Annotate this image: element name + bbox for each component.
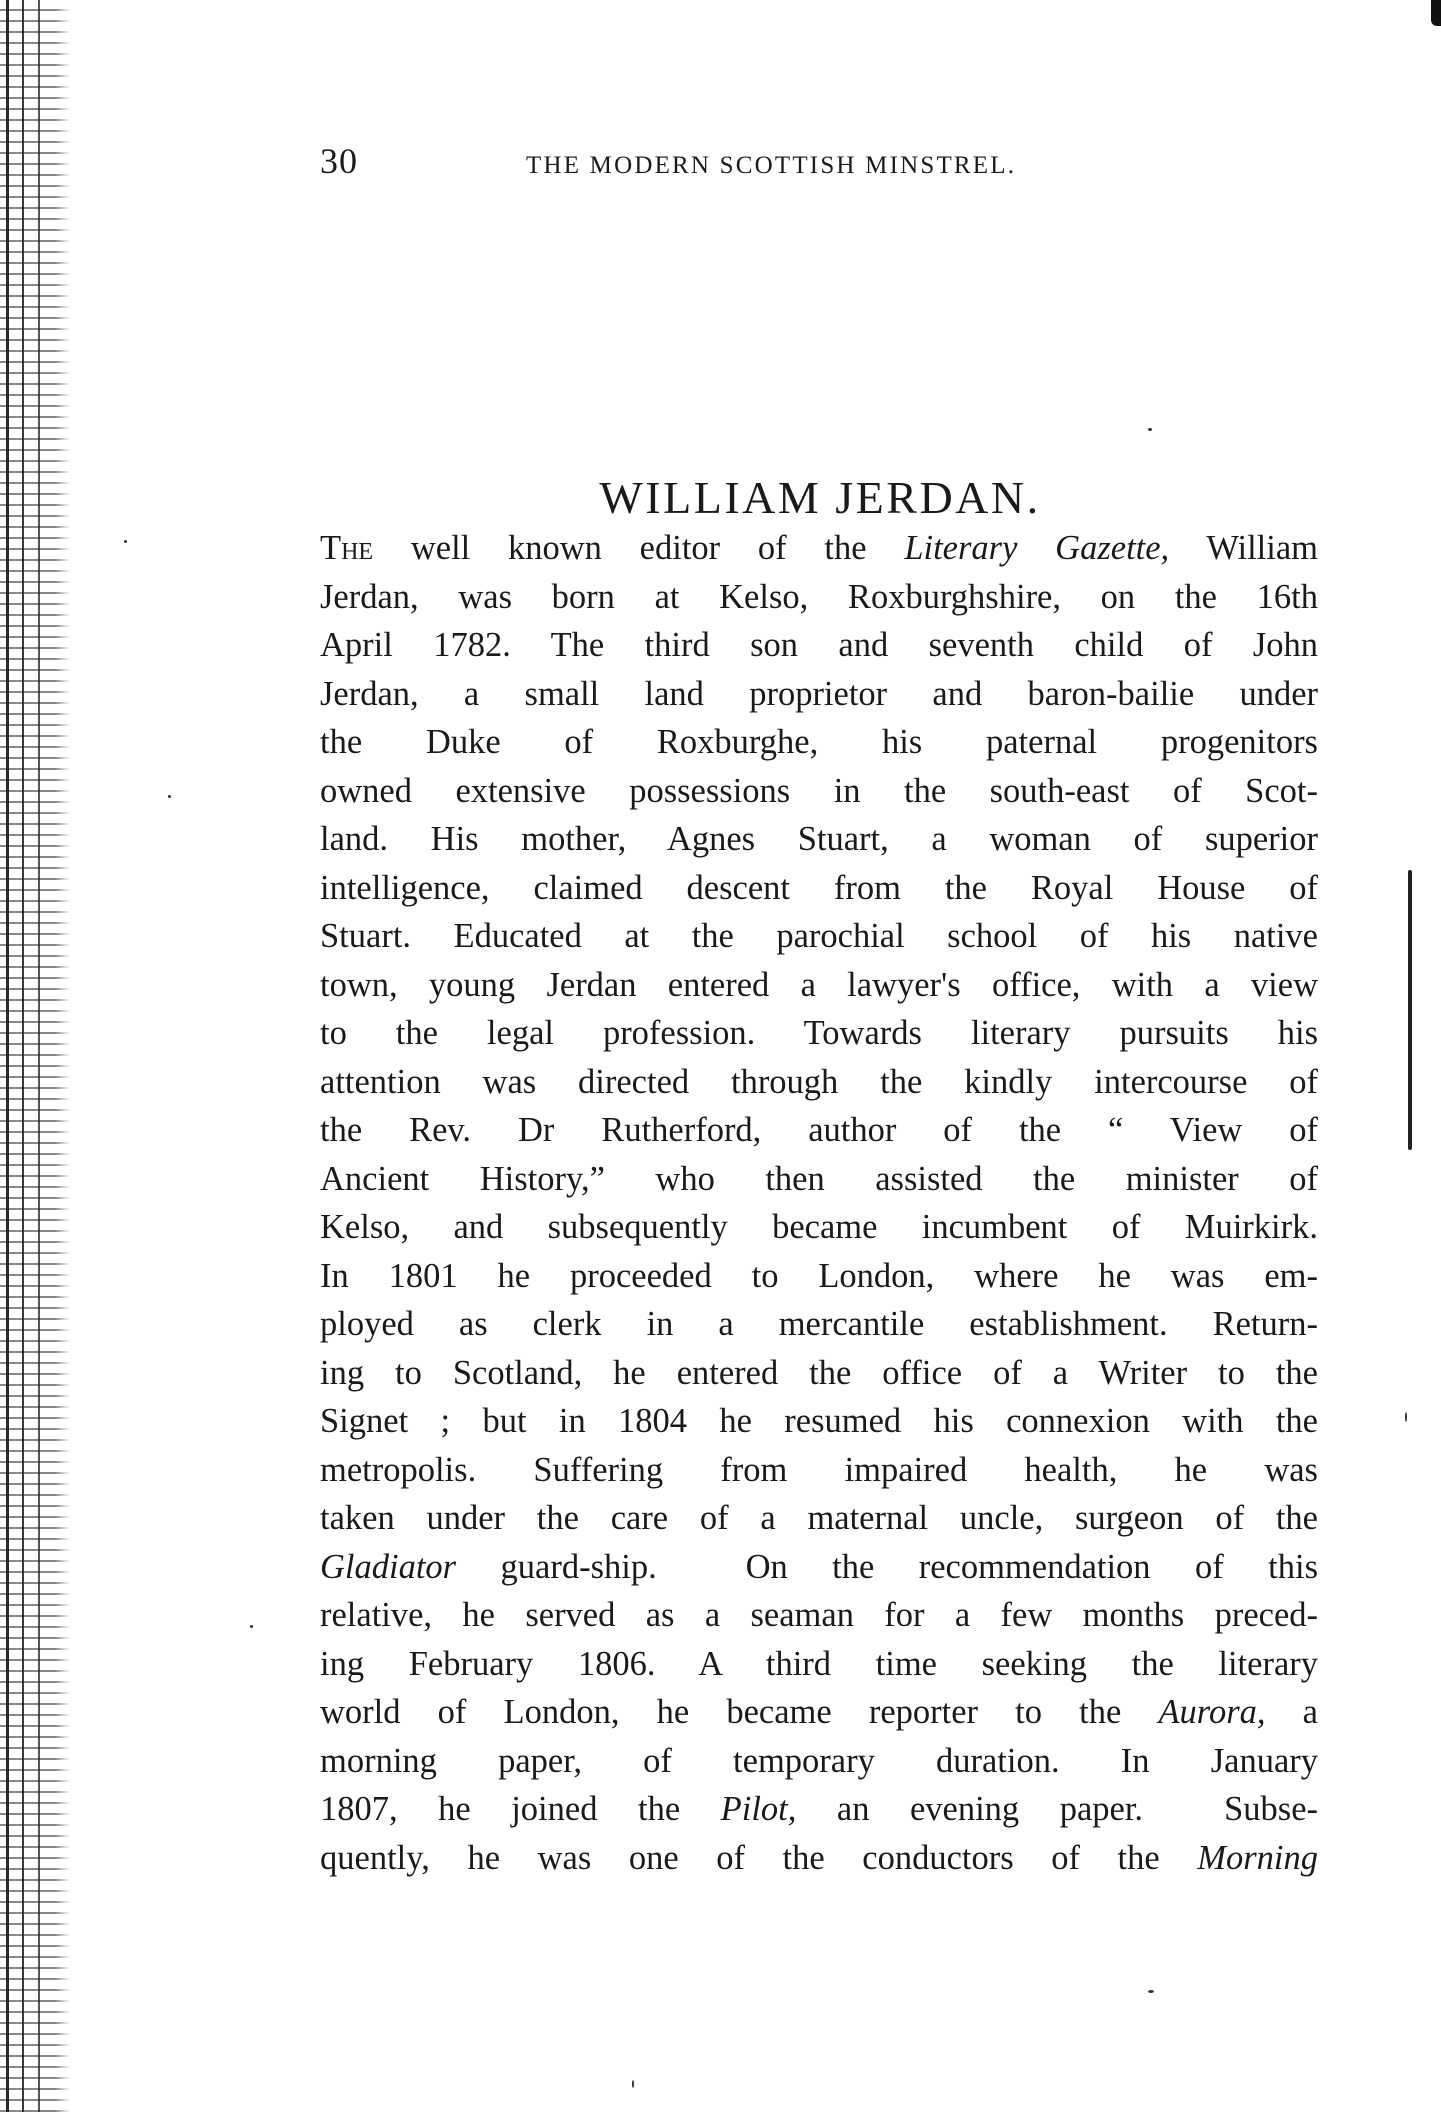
body-line: Gladiator guard-ship. On the recommendation of this (320, 1547, 1318, 1586)
page-corner-mark (1431, 0, 1441, 26)
body-line: ployed as clerk in a mercantile establishment. Return- (320, 1305, 1318, 1343)
body-line: Kelso, and subsequently became incumbent of Muirkirk. (320, 1208, 1318, 1246)
body-line: ing February 1806. A third time seeking the literary (320, 1644, 1318, 1683)
scan-speck (1148, 1990, 1154, 1993)
body-line: town, young Jerdan entered a lawyer's office, with a view (320, 965, 1318, 1004)
body-line: Jerdan, a small land proprietor and baron-bailie under (320, 674, 1318, 713)
margin-scan-mark (1408, 870, 1412, 1150)
body-line: Signet ; but in 1804 he resumed his connexion with the (320, 1402, 1318, 1440)
body-line: April 1782. The third son and seventh child of John (320, 626, 1318, 664)
body-line: morning paper, of temporary duration. In January (320, 1741, 1318, 1780)
page-header (320, 140, 1120, 200)
body-line: Stuart. Educated at the parochial school of his native (320, 917, 1318, 955)
body-line: 1807, he joined the Pilot, an evening paper. Subse- (320, 1790, 1318, 1828)
article-title: WILLIAM JERDAN. (599, 471, 1041, 523)
body-line: ing to Scotland, he entered the office of a Writer to the (320, 1353, 1318, 1392)
scan-speck (1405, 1412, 1407, 1422)
page-number: 30 (320, 141, 358, 181)
scan-speck (632, 2080, 634, 2088)
body-line: owned extensive possessions in the south-east of Scot- (320, 771, 1318, 810)
body-line: quently, he was one of the conductors of the Morning (320, 1838, 1318, 1877)
body-line: Jerdan, was born at Kelso, Roxburghshire, on the 16th (320, 577, 1318, 616)
body-line: world of London, he became reporter to the Aurora, a (320, 1693, 1318, 1731)
body-line: attention was directed through the kindly intercourse of (320, 1062, 1318, 1101)
body-line: to the legal profession. Towards literary pursuits his (320, 1014, 1318, 1052)
body-line: metropolis. Suffering from impaired health, he was (320, 1450, 1318, 1489)
body-line: the Rev. Dr Rutherford, author of the “ View of (320, 1111, 1318, 1149)
body-line: The well known editor of the Literary Gazette, William (320, 529, 1318, 567)
scan-speck (168, 795, 171, 798)
running-title: THE MODERN SCOTTISH MINSTREL. (526, 152, 1017, 179)
body-line: land. His mother, Agnes Stuart, a woman of superior (320, 820, 1318, 858)
body-line: taken under the care of a maternal uncle, surgeon of the (320, 1499, 1318, 1537)
article-body (320, 524, 1318, 1882)
scan-speck (250, 1625, 253, 1628)
body-line: Ancient History,” who then assisted the minister of (320, 1159, 1318, 1198)
body-line: relative, he served as a seaman for a few months preced- (320, 1596, 1318, 1634)
body-line: intelligence, claimed descent from the Royal House of (320, 868, 1318, 907)
body-line: In 1801 he proceeded to London, where he was em- (320, 1256, 1318, 1295)
book-binding-edge (0, 0, 70, 2112)
body-line: the Duke of Roxburghe, his paternal progenitors (320, 723, 1318, 761)
scan-speck (1148, 428, 1152, 431)
scan-speck (124, 540, 127, 543)
